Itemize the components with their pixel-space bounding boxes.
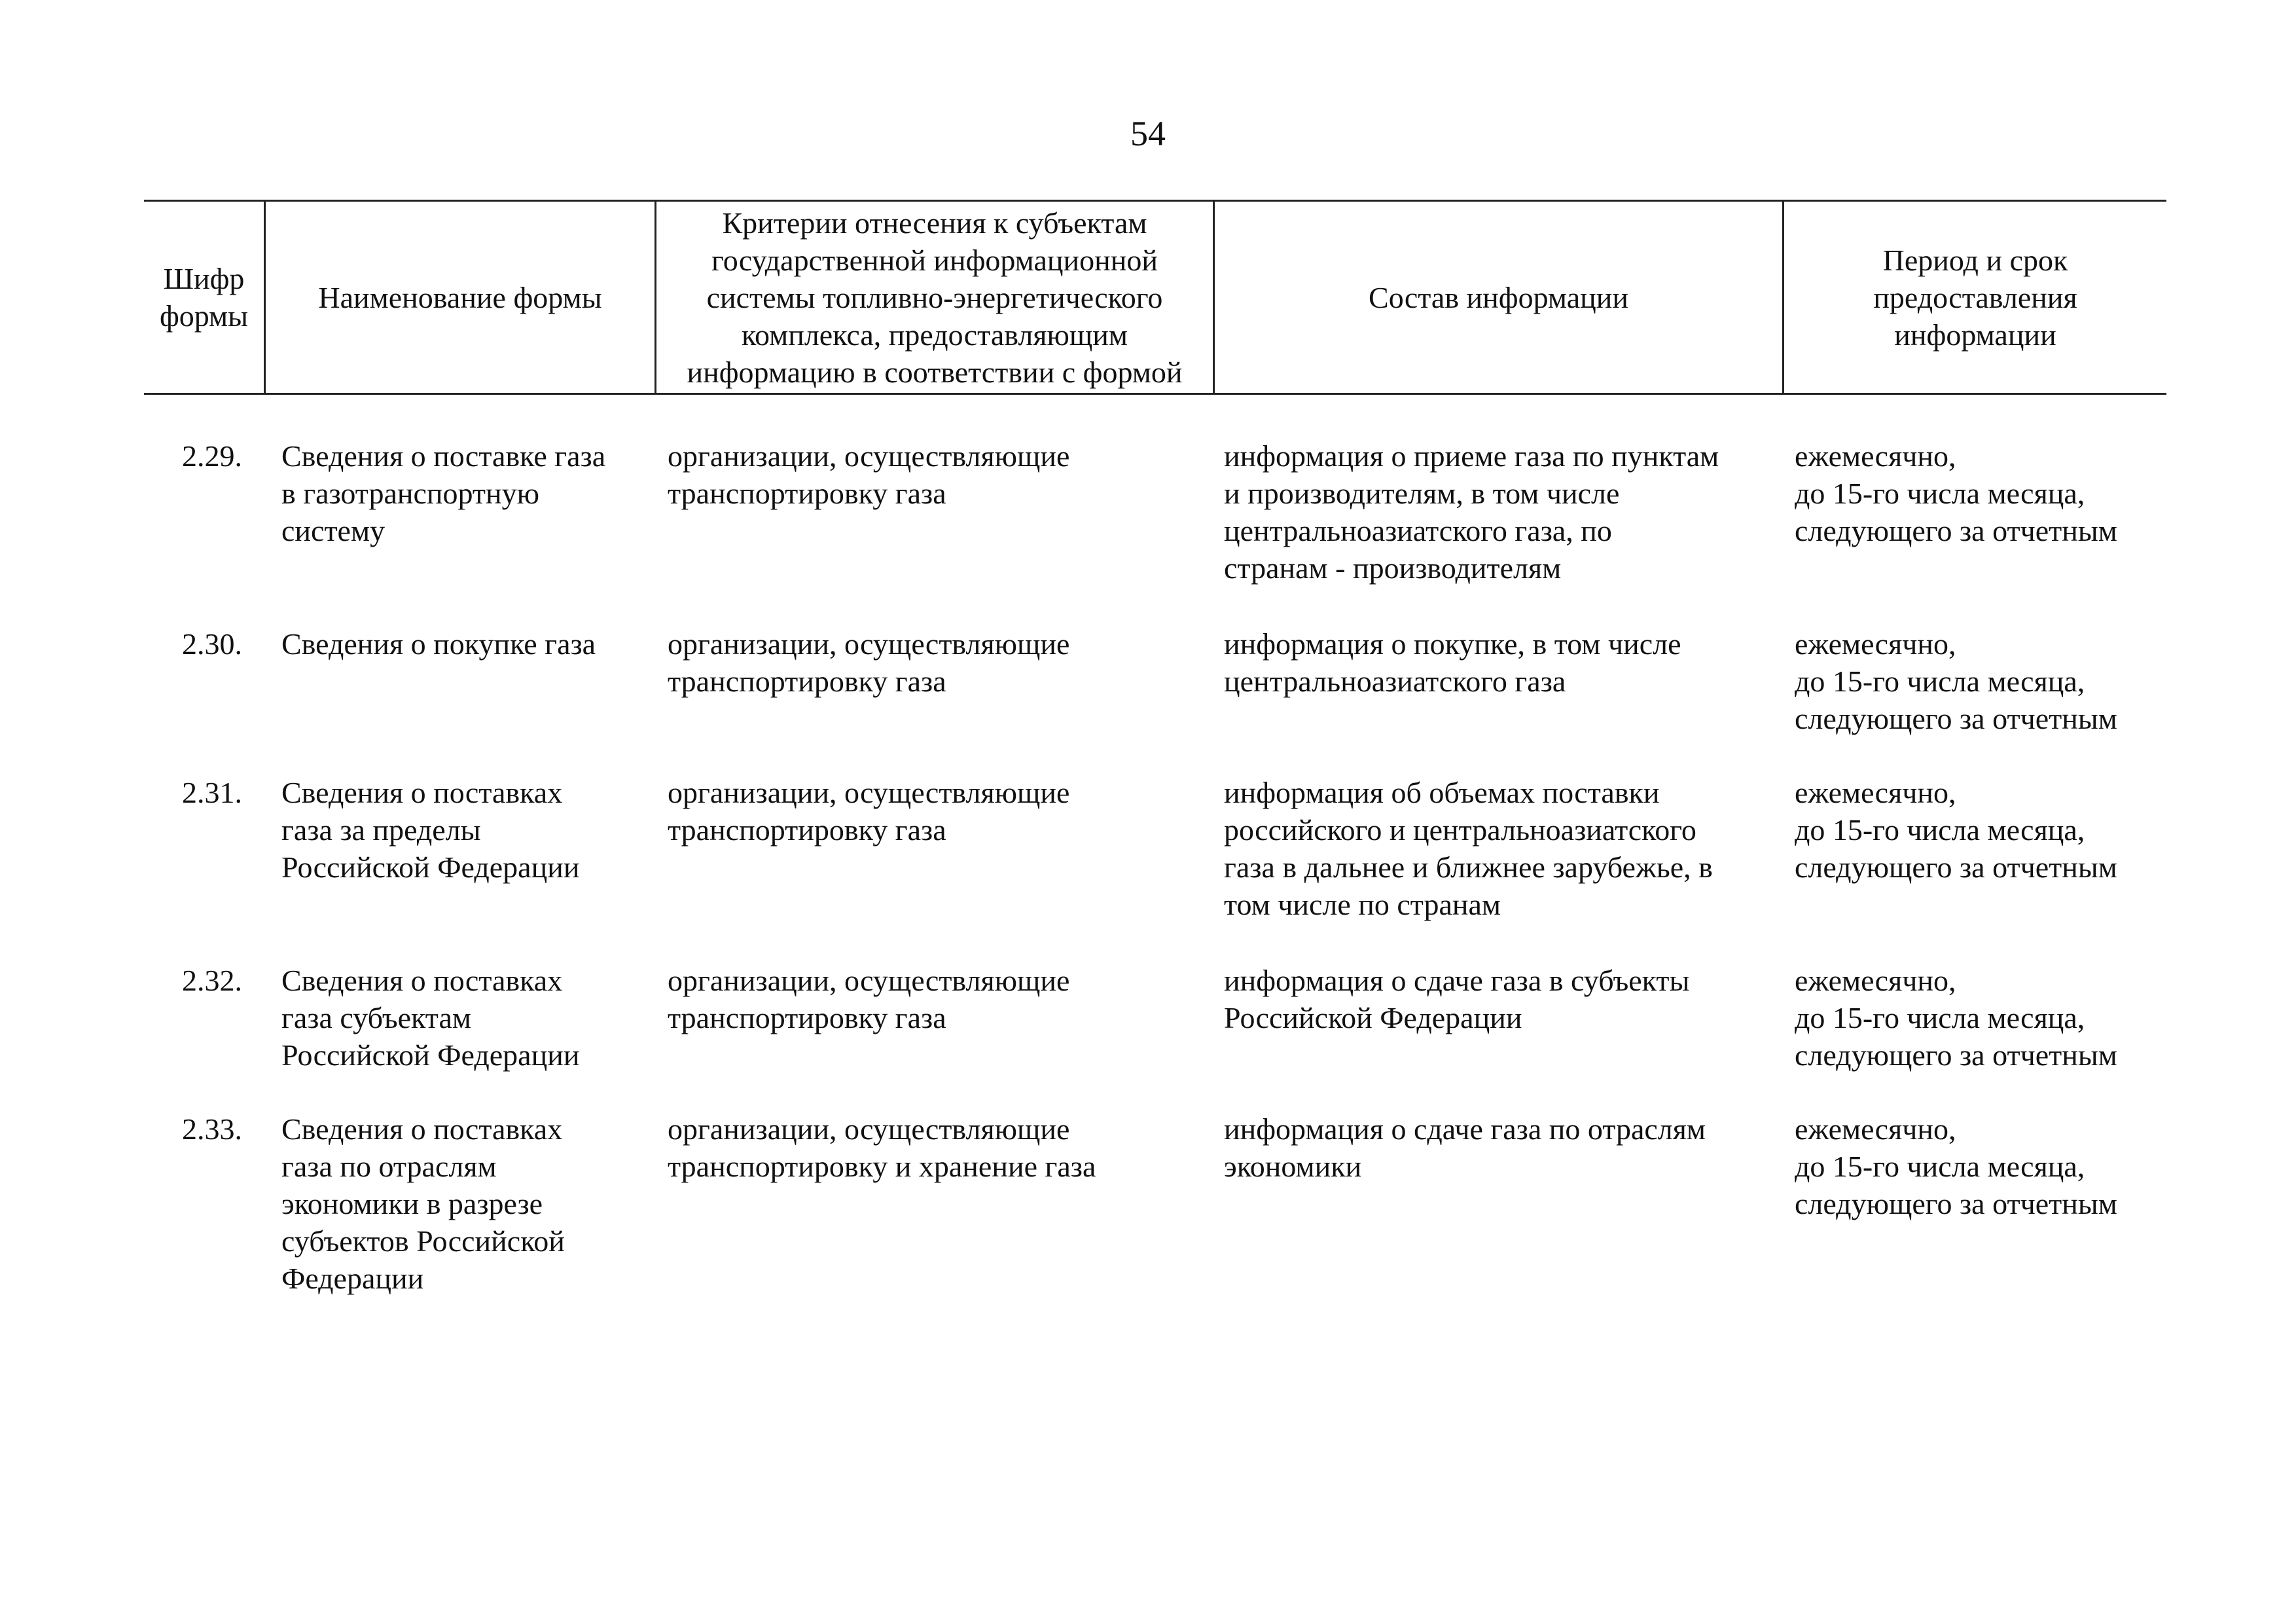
row-code: 2.32.	[182, 964, 242, 997]
row-code: 2.29.	[182, 439, 242, 473]
row-period: ежемесячно, до 15-го числа месяца, следующего за отчетным	[1795, 439, 2117, 547]
header-form-name-label: Наименование формы	[318, 280, 602, 314]
row-info: информация об объемах поставки российского и центральноазиатского газа в дальнее и ближнее зарубежье, в том числе по странам	[1224, 776, 1713, 921]
row-period: ежемесячно, до 15-го числа месяца, следующего за отчетным	[1795, 627, 2117, 735]
row-name: Сведения о поставках газа по отраслям экономики в разрезе субъектов Российской Федерации	[281, 1112, 565, 1295]
row-info: информация о сдаче газа в субъекты Российской Федерации	[1224, 964, 1690, 1034]
row-info: информация о покупке, в том числе центральноазиатского газа	[1224, 627, 1681, 698]
row-criteria: организации, осуществляющие транспортировку газа	[668, 964, 1070, 1034]
header-info	[1215, 202, 1782, 393]
forms-table	[144, 200, 2166, 1295]
row-code: 2.31.	[182, 776, 242, 809]
row-name: Сведения о поставке газа в газотранспортную систему	[281, 439, 606, 547]
row-info: информация о сдаче газа по отраслям экономики	[1224, 1112, 1706, 1183]
header-criteria	[656, 202, 1213, 393]
row-code: 2.30.	[182, 627, 242, 661]
row-name: Сведения о поставках газа за пределы Российской Федерации	[281, 776, 580, 884]
table-header	[144, 200, 2166, 395]
row-criteria: организации, осуществляющие транспортировку газа	[668, 627, 1070, 698]
header-period	[1784, 202, 2166, 393]
row-name: Сведения о покупке газа	[281, 627, 596, 661]
header-info-label: Состав информации	[1369, 280, 1628, 314]
row-info: информация о приеме газа по пунктам и производителям, в том числе центральноазиатского газа, по странам - производителям	[1224, 439, 1719, 585]
row-period: ежемесячно, до 15-го числа месяца, следующего за отчетным	[1795, 1112, 2117, 1220]
row-period: ежемесячно, до 15-го числа месяца, следующего за отчетным	[1795, 964, 2117, 1072]
header-criteria-label: Критерии отнесения к субъектам государственной информационной системы топливно-энергетического комплекса, предоставляющим информацию в соответствии с формой	[687, 206, 1183, 389]
row-period: ежемесячно, до 15-го числа месяца, следующего за отчетным	[1795, 776, 2117, 884]
header-form-code-label: Шифр формы	[159, 262, 249, 333]
header-period-label: Период и срок предоставления информации	[1873, 243, 2077, 352]
row-criteria: организации, осуществляющие транспортировку и хранение газа	[668, 1112, 1096, 1183]
row-name: Сведения о поставках газа субъектам Российской Федерации	[281, 964, 580, 1072]
row-code: 2.33.	[182, 1112, 242, 1146]
header-form-name	[266, 202, 655, 393]
page-number: 54	[1130, 114, 1166, 153]
row-criteria: организации, осуществляющие транспортировку газа	[668, 776, 1070, 847]
row-criteria: организации, осуществляющие транспортировку газа	[668, 439, 1070, 510]
header-form-code	[144, 202, 264, 393]
